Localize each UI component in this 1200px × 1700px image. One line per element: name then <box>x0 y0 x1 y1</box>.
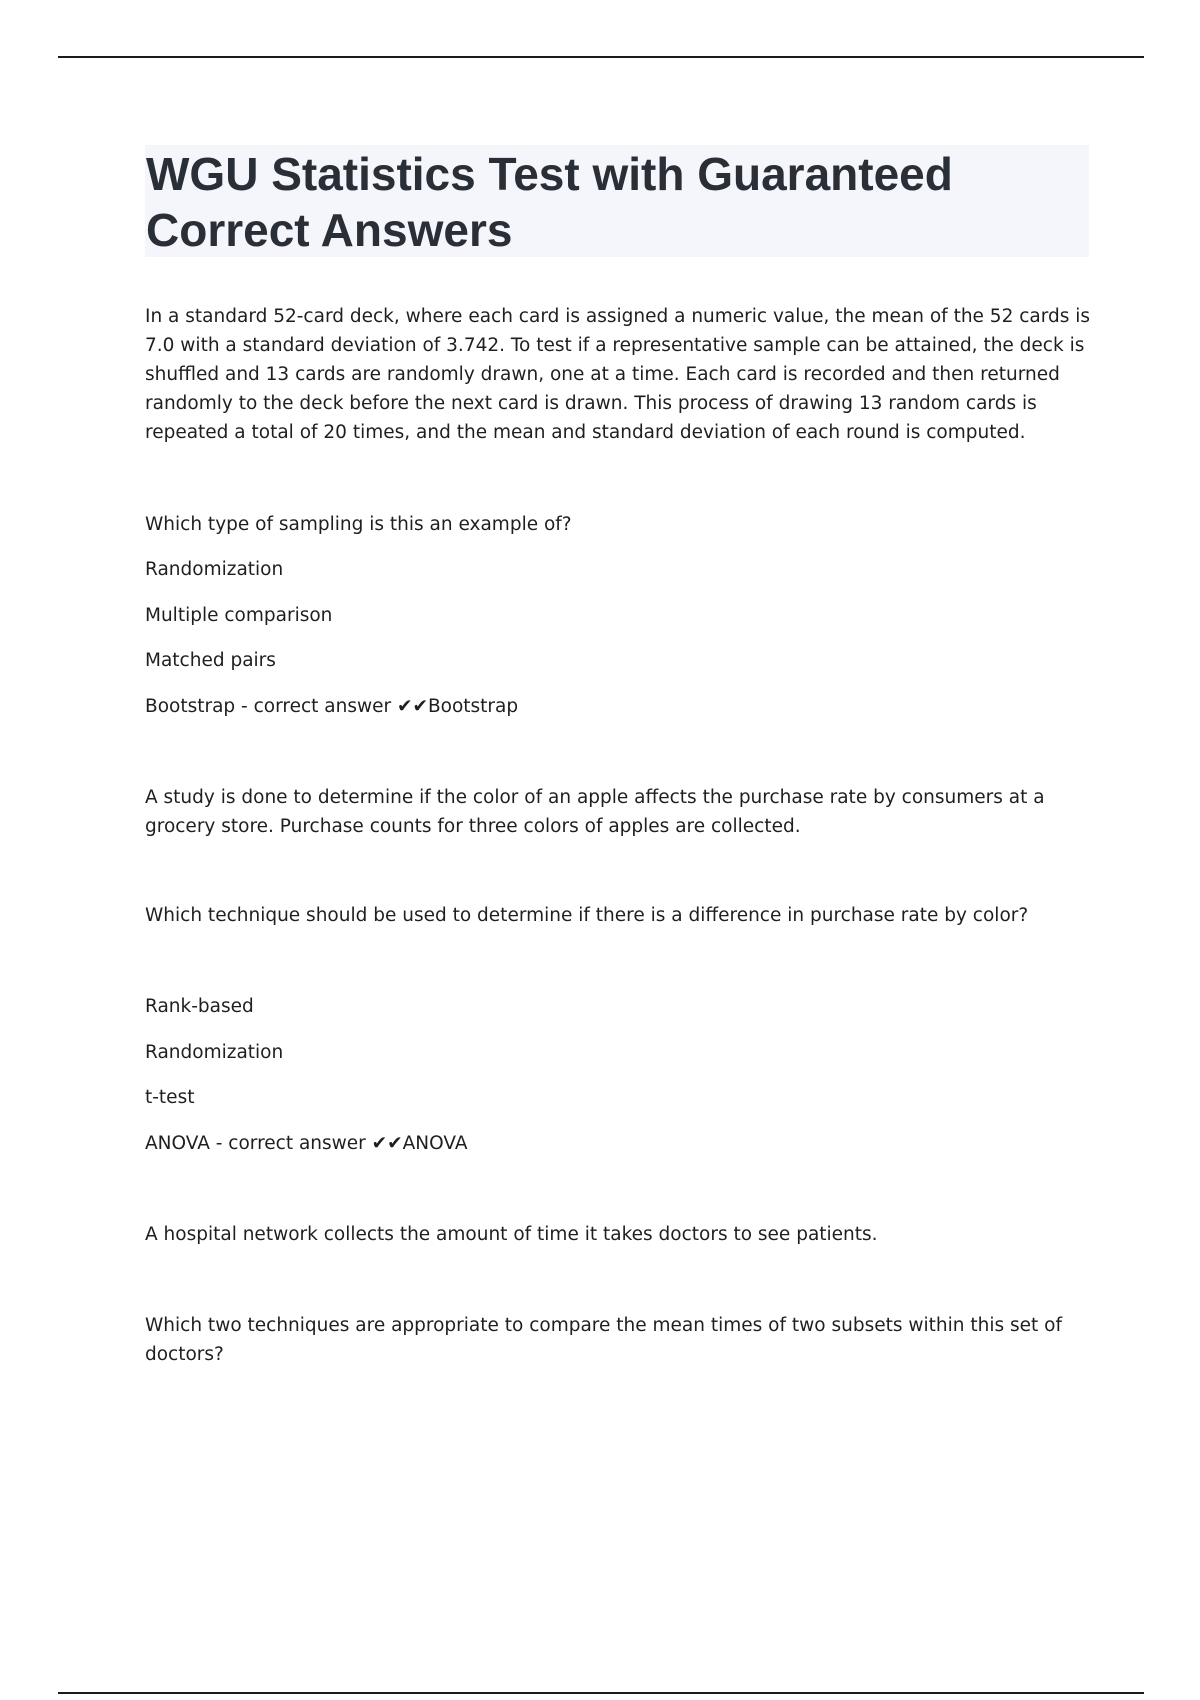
q2-option-2: Randomization <box>145 1042 284 1063</box>
q1-option-1: Randomization <box>145 559 284 580</box>
q1-question: Which type of sampling is this an example of? <box>145 514 572 535</box>
q2-scenario: A study is done to determine if the color of an apple affects the purchase rate by consumers at a grocery store. Purchase counts for three colors of apples are collected. <box>145 787 1045 837</box>
q2-option-1: Rank-based <box>145 996 254 1017</box>
top-rule <box>58 56 1144 58</box>
q1-scenario: In a standard 52-card deck, where each card is assigned a numeric value, the mean of the 52 cards is 7.0 with a standard deviation of 3.742. To test if a representative sample can be attained, the deck is shuffled and 13 cards are randomly drawn, one at a time. Each card is recorded and then returned randomly to the deck before the next card is drawn. This process of drawing 13 random cards is repeated a total of 20 times, and the mean and standard deviation of each round is computed. <box>145 306 1091 443</box>
q1-option-4-answer: Bootstrap - correct answer ✔✔Bootstrap <box>145 696 519 717</box>
q2-question: Which technique should be used to determine if there is a difference in purchase rate by color? <box>145 905 1029 926</box>
q3-scenario: A hospital network collects the amount of time it takes doctors to see patients. <box>145 1224 878 1245</box>
bottom-rule <box>58 1692 1144 1694</box>
q1-option-3: Matched pairs <box>145 650 276 671</box>
q2-option-4-answer: ANOVA - correct answer ✔✔ANOVA <box>145 1133 468 1154</box>
document-title: WGU Statistics Test with Guaranteed Correct Answers <box>146 148 953 256</box>
q2-option-3: t-test <box>145 1087 195 1108</box>
q1-option-2: Multiple comparison <box>145 605 333 626</box>
q3-question: Which two techniques are appropriate to compare the mean times of two subsets within this set of doctors? <box>145 1315 1062 1365</box>
